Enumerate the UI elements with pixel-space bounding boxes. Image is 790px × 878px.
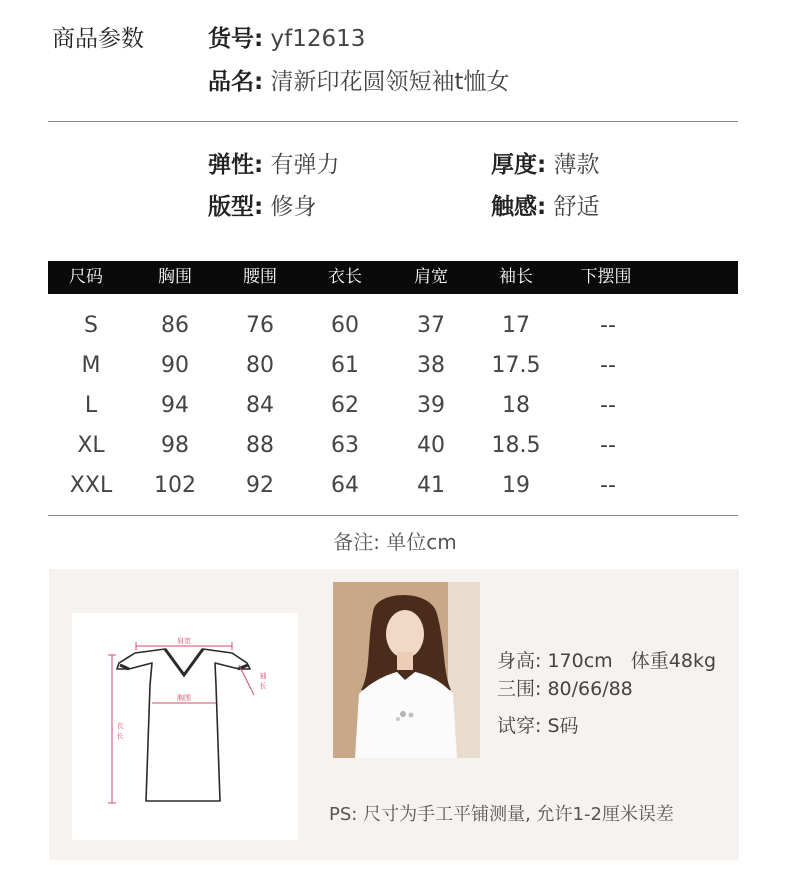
cell-chest: 102 <box>154 473 196 498</box>
product-name-value: 清新印花圆领短袖t恤女 <box>270 69 510 95</box>
item-number-value: yf12613 <box>270 26 366 52</box>
cell-chest: 94 <box>161 393 189 418</box>
unit-note: 备注: 单位cm <box>333 530 457 554</box>
model-weight: 体重48kg <box>630 650 717 672</box>
cell-chest: 98 <box>161 433 189 458</box>
length-label-1: 衣 <box>116 722 124 730</box>
table-row <box>48 386 738 426</box>
cell-shoulder: 39 <box>417 393 445 418</box>
tshirt-diagram <box>72 613 298 840</box>
thickness-value: 薄款 <box>553 152 600 178</box>
shoulder-label: 肩宽 <box>177 637 191 645</box>
cell-chest: 86 <box>161 313 189 338</box>
table-row <box>48 306 738 346</box>
model-measurements: 三围: 80/66/88 <box>497 678 633 700</box>
fit-key: 版型: <box>208 194 264 220</box>
cell-size: M <box>81 353 101 378</box>
cell-waist: 92 <box>246 473 274 498</box>
thickness-row <box>491 146 600 179</box>
product-name-row <box>208 63 510 96</box>
feel-row <box>491 188 600 221</box>
table-row <box>48 466 738 506</box>
model-fitting-size: 试穿: S码 <box>497 715 579 737</box>
cell-length: 60 <box>331 313 359 338</box>
product-name-key: 品名: <box>208 69 264 95</box>
header-length: 衣长 <box>328 267 362 287</box>
cell-length: 64 <box>331 473 359 498</box>
header-size: 尺码 <box>69 267 103 287</box>
feel-value: 舒适 <box>553 194 600 220</box>
cell-hem: -- <box>600 313 616 338</box>
cell-waist: 80 <box>246 353 274 378</box>
cell-sleeve: 18 <box>502 393 530 418</box>
size-table-header <box>48 261 738 294</box>
cell-size: XXL <box>69 473 113 498</box>
cell-hem: -- <box>600 353 616 378</box>
cell-hem: -- <box>600 433 616 458</box>
cell-chest: 90 <box>161 353 189 378</box>
cell-sleeve: 19 <box>502 473 530 498</box>
cell-shoulder: 38 <box>417 353 445 378</box>
sleeve-label-2: 长 <box>259 682 267 690</box>
item-number-key: 货号: <box>208 26 264 52</box>
cell-length: 61 <box>331 353 359 378</box>
header-shoulder: 肩宽 <box>414 267 448 287</box>
length-label-2: 长 <box>116 732 124 740</box>
measurement-disclaimer: PS: 尺寸为手工平铺测量, 允许1-2厘米误差 <box>329 804 674 825</box>
item-number-row <box>208 20 365 53</box>
cell-size: S <box>84 313 98 338</box>
model-photo <box>333 582 480 758</box>
cell-length: 62 <box>331 393 359 418</box>
elasticity-key: 弹性: <box>208 152 264 178</box>
thickness-key: 厚度: <box>491 152 547 178</box>
cell-hem: -- <box>600 473 616 498</box>
cell-shoulder: 37 <box>417 313 445 338</box>
cell-sleeve: 18.5 <box>491 433 541 458</box>
header-chest: 胸围 <box>158 267 192 287</box>
model-illustration <box>333 582 480 758</box>
cell-shoulder: 41 <box>417 473 445 498</box>
elasticity-row <box>208 146 340 179</box>
cell-sleeve: 17 <box>502 313 530 338</box>
cell-waist: 84 <box>246 393 274 418</box>
section-label: 商品参数 <box>52 26 144 52</box>
table-row <box>48 346 738 386</box>
cell-hem: -- <box>600 393 616 418</box>
header-sleeve: 袖长 <box>499 267 533 287</box>
cell-sleeve: 17.5 <box>491 353 541 378</box>
table-row <box>48 426 738 466</box>
header-hem: 下摆围 <box>580 267 632 287</box>
fit-row <box>208 188 317 221</box>
cell-length: 63 <box>331 433 359 458</box>
sleeve-label-1: 袖 <box>259 672 267 680</box>
chest-label: 胸围 <box>177 694 191 702</box>
header-waist: 腰围 <box>243 267 277 287</box>
divider-table <box>48 515 738 516</box>
cell-waist: 88 <box>246 433 274 458</box>
model-height-weight <box>497 646 716 673</box>
model-height: 身高: 170cm <box>497 650 613 672</box>
cell-shoulder: 40 <box>417 433 445 458</box>
elasticity-value: 有弹力 <box>270 152 340 178</box>
divider-top <box>48 121 738 122</box>
cell-size: L <box>84 393 98 418</box>
neckline <box>165 649 203 675</box>
fit-value: 修身 <box>270 194 317 220</box>
feel-key: 触感: <box>491 194 547 220</box>
cell-waist: 76 <box>246 313 274 338</box>
measurement-diagram <box>72 613 298 840</box>
cell-size: XL <box>77 433 105 458</box>
